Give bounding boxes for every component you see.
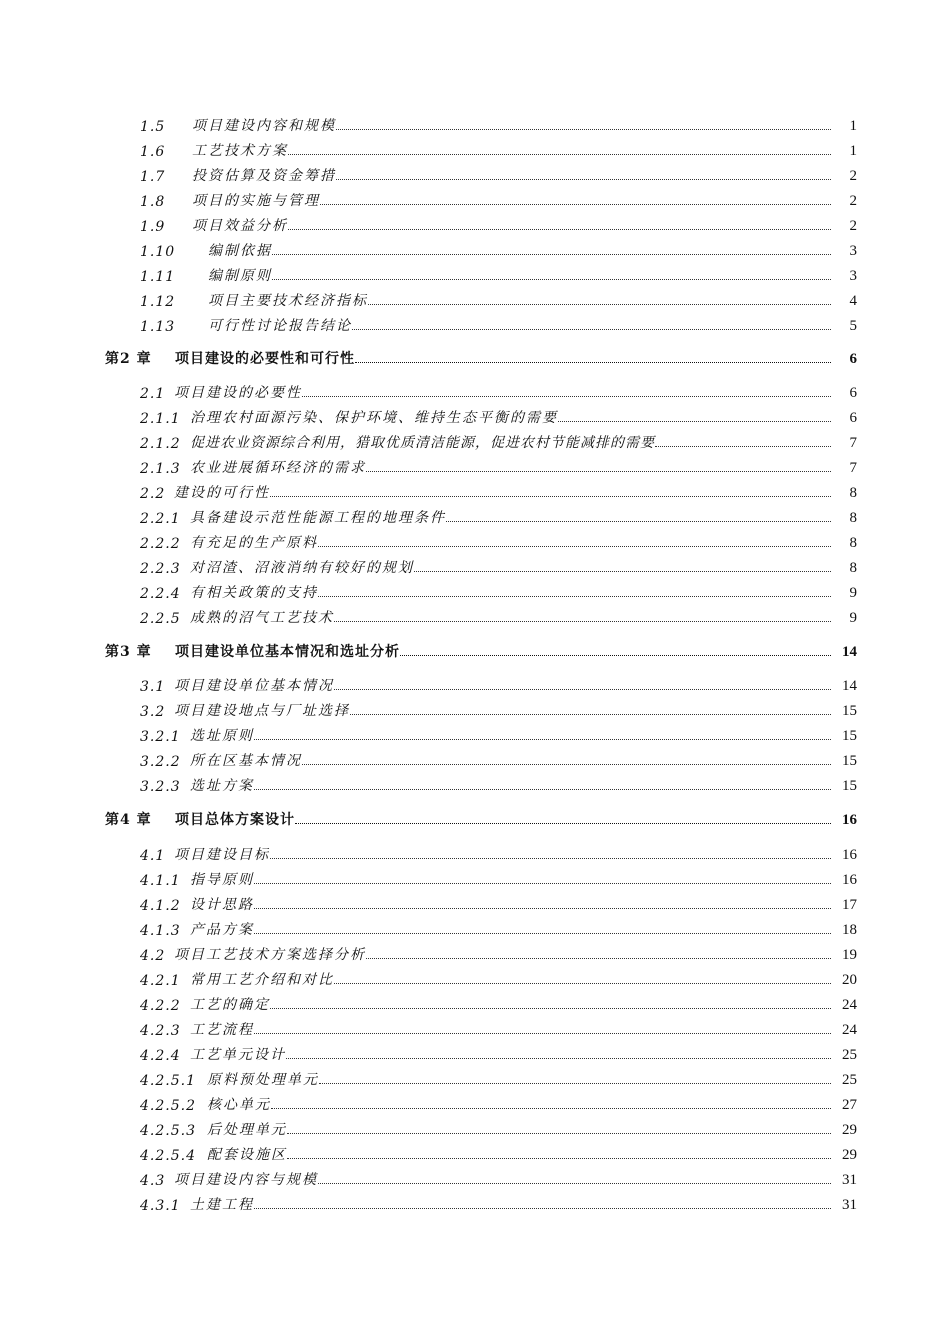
toc-entry-4-2-2[interactable] (140, 994, 857, 1014)
toc-number: 1.5 (140, 119, 166, 135)
toc-page-number: 3 (849, 243, 857, 259)
dot-leader (336, 128, 831, 130)
toc-page-number: 29 (842, 1147, 857, 1163)
toc-page-number: 24 (842, 1022, 857, 1038)
toc-page-number: 8 (849, 485, 857, 501)
toc-title: 核心单元 (207, 1097, 271, 1113)
toc-number: 1.6 (140, 144, 166, 160)
toc-number: 4.2.3 (140, 1023, 181, 1039)
dot-leader (295, 822, 831, 824)
toc-title: 促进农业资源综合利用，猎取优质清洁能源，促进农村节能减排的需要 (190, 435, 655, 451)
toc-entry-2-2-4[interactable] (140, 582, 857, 602)
toc-number: 4.2.1 (140, 973, 181, 989)
toc-number: 3.2 (140, 704, 166, 720)
toc-page-number: 14 (842, 678, 857, 694)
toc-page-number: 7 (849, 435, 857, 451)
dot-leader (288, 228, 831, 230)
toc-entry-4-2-4[interactable] (140, 1044, 857, 1064)
dot-leader (318, 545, 831, 547)
chapter-number: 第4 章 (105, 812, 152, 828)
toc-entry-4-1[interactable] (140, 844, 857, 864)
toc-page-number: 5 (849, 318, 857, 334)
toc-title: 项目建设内容与规模 (174, 1172, 318, 1188)
toc-title: 项目建设内容和规模 (192, 118, 336, 134)
dot-leader (334, 982, 831, 984)
toc-number: 2.2 (140, 486, 166, 502)
toc-page-number: 1 (849, 143, 857, 159)
toc-number: 4.1.3 (140, 923, 181, 939)
dot-leader (287, 1132, 831, 1134)
toc-entry-4-1-1[interactable] (140, 869, 857, 889)
toc-page-number: 6 (849, 385, 857, 401)
toc-entry-4-3[interactable] (140, 1169, 857, 1189)
toc-number: 2.1.1 (140, 411, 181, 427)
dot-leader (655, 445, 831, 447)
toc-chapter-3[interactable] (105, 641, 857, 661)
toc-number: 1.10 (140, 244, 176, 260)
dot-leader (334, 688, 831, 690)
toc-title: 设计思路 (190, 897, 254, 913)
toc-title: 常用工艺介绍和对比 (190, 972, 334, 988)
toc-page-number: 2 (849, 168, 857, 184)
toc-page-number: 24 (842, 997, 857, 1013)
toc-page-number: 19 (842, 947, 857, 963)
toc-title: 有充足的生产原料 (190, 535, 318, 551)
toc-page-number: 15 (842, 728, 857, 744)
toc-entry-3-2-2[interactable] (140, 750, 857, 770)
toc-number: 4.1.2 (140, 898, 181, 914)
toc-number: 2.1.2 (140, 436, 181, 452)
dot-leader (336, 178, 831, 180)
toc-page-number: 7 (849, 460, 857, 476)
toc-page-number: 31 (842, 1172, 857, 1188)
dot-leader (400, 654, 831, 656)
toc-title: 农业进展循环经济的需求 (190, 460, 366, 476)
toc-page-number: 15 (842, 703, 857, 719)
toc-number: 2.2.4 (140, 586, 181, 602)
toc-title: 编制原则 (208, 268, 272, 284)
toc-number: 1.9 (140, 219, 166, 235)
toc-number: 1.13 (140, 319, 176, 335)
dot-leader (286, 1057, 831, 1059)
toc-page-number: 9 (849, 585, 857, 601)
toc-number: 4.2.2 (140, 998, 181, 1014)
dot-leader (254, 738, 831, 740)
toc-entry-1-11[interactable] (140, 265, 857, 285)
toc-number: 2.2.3 (140, 561, 181, 577)
toc-title: 项目效益分析 (192, 218, 288, 234)
toc-entry-3-2[interactable] (140, 700, 857, 720)
toc-entry-1-6[interactable] (140, 140, 857, 160)
dot-leader (558, 420, 831, 422)
toc-entry-4-2-5-3[interactable] (140, 1119, 857, 1139)
dot-leader (302, 395, 831, 397)
toc-title: 项目建设的必要性 (174, 385, 302, 401)
toc-title: 所在区基本情况 (190, 753, 302, 769)
toc-entry-2-1-2[interactable] (140, 432, 857, 452)
toc-page-number: 15 (842, 753, 857, 769)
toc-entry-3-2-3[interactable] (140, 775, 857, 795)
toc-page-number: 2 (849, 218, 857, 234)
toc-chapter-4[interactable] (105, 809, 857, 829)
dot-leader (352, 328, 831, 330)
dot-leader (254, 932, 831, 934)
toc-page-number: 4 (849, 293, 857, 309)
toc-number: 4.2.5.4 (140, 1148, 196, 1164)
toc-number: 4.2 (140, 948, 166, 964)
chapter-number: 第3 章 (105, 644, 152, 660)
dot-leader (271, 1107, 831, 1109)
toc-number: 3.2.1 (140, 729, 181, 745)
toc-entry-1-8[interactable] (140, 190, 857, 210)
toc-page-number: 27 (842, 1097, 857, 1113)
toc-title: 工艺单元设计 (190, 1047, 286, 1063)
toc-title: 工艺技术方案 (192, 143, 288, 159)
dot-leader (288, 153, 831, 155)
toc-number: 1.7 (140, 169, 166, 185)
toc-page-number: 8 (849, 510, 857, 526)
toc-number: 1.8 (140, 194, 166, 210)
toc-entry-4-2-1[interactable] (140, 969, 857, 989)
toc-number: 2.1.3 (140, 461, 181, 477)
toc-title: 有相关政策的支持 (190, 585, 318, 601)
toc-page-number: 14 (842, 644, 857, 660)
toc-title: 工艺流程 (190, 1022, 254, 1038)
dot-leader (334, 620, 831, 622)
toc-number: 3.2.2 (140, 754, 181, 770)
toc-entry-4-1-2[interactable] (140, 894, 857, 914)
toc-page-number: 2 (849, 193, 857, 209)
toc-title: 项目主要技术经济指标 (208, 293, 368, 309)
toc-entry-4-2-3[interactable] (140, 1019, 857, 1039)
dot-leader (272, 278, 831, 280)
toc-title: 选址原则 (190, 728, 254, 744)
chapter-title: 项目建设的必要性和可行性 (175, 351, 355, 367)
toc-entry-4-2-5-2[interactable] (140, 1094, 857, 1114)
toc-number: 2.1 (140, 386, 166, 402)
toc-entry-1-13[interactable] (140, 315, 857, 335)
dot-leader (366, 957, 831, 959)
toc-number: 3.2.3 (140, 779, 181, 795)
toc-title: 成熟的沼气工艺技术 (190, 610, 334, 626)
toc-page-number: 16 (842, 872, 857, 888)
dot-leader (270, 495, 831, 497)
toc-page-number: 1 (849, 118, 857, 134)
chapter-number: 第2 章 (105, 351, 152, 367)
dot-leader (254, 882, 831, 884)
dot-leader (254, 1207, 831, 1209)
toc-page-number: 18 (842, 922, 857, 938)
toc-title: 产品方案 (190, 922, 254, 938)
toc-page-number: 8 (849, 535, 857, 551)
toc-entry-4-2[interactable] (140, 944, 857, 964)
toc-number: 2.2.1 (140, 511, 181, 527)
toc-entry-1-5[interactable] (140, 115, 857, 135)
toc-page-number: 31 (842, 1197, 857, 1213)
toc-entry-3-1[interactable] (140, 675, 857, 695)
dot-leader (355, 361, 831, 363)
toc-entry-2-1-3[interactable] (140, 457, 857, 477)
dot-leader (272, 253, 831, 255)
dot-leader (350, 713, 831, 715)
toc-number: 4.2.4 (140, 1048, 181, 1064)
toc-entry-4-3-1[interactable] (140, 1194, 857, 1214)
toc-entry-1-9[interactable] (140, 215, 857, 235)
dot-leader (254, 1032, 831, 1034)
toc-entry-1-7[interactable] (140, 165, 857, 185)
toc-entry-2-2-3[interactable] (140, 557, 857, 577)
dot-leader (446, 520, 831, 522)
toc-page-number: 6 (849, 410, 857, 426)
dot-leader (320, 203, 831, 205)
toc-title: 治理农村面源污染、保护环境、维持生态平衡的需要 (190, 410, 558, 426)
dot-leader (302, 763, 831, 765)
dot-leader (318, 595, 831, 597)
toc-entry-4-2-5-1[interactable] (140, 1069, 857, 1089)
toc-entry-4-2-5-4[interactable] (140, 1144, 857, 1164)
toc-number: 2.2.5 (140, 611, 181, 627)
dot-leader (270, 857, 831, 859)
toc-title: 原料预处理单元 (207, 1072, 319, 1088)
dot-leader (319, 1082, 831, 1084)
chapter-title: 项目总体方案设计 (175, 812, 295, 828)
toc-title: 对沼渣、沼液消纳有较好的规划 (190, 560, 414, 576)
toc-entry-2-2-2[interactable] (140, 532, 857, 552)
toc-page-number: 15 (842, 778, 857, 794)
toc-number: 4.1.1 (140, 873, 181, 889)
toc-title: 具备建设示范性能源工程的地理条件 (190, 510, 446, 526)
toc-number: 3.1 (140, 679, 166, 695)
toc-page-number: 16 (842, 812, 857, 828)
toc-page-number: 3 (849, 268, 857, 284)
toc-title: 工艺的确定 (190, 997, 270, 1013)
dot-leader (366, 470, 831, 472)
toc-number: 1.11 (140, 269, 176, 285)
toc-entry-4-1-3[interactable] (140, 919, 857, 939)
dot-leader (254, 907, 831, 909)
toc-number: 1.12 (140, 294, 176, 310)
toc-page-number: 20 (842, 972, 857, 988)
toc-title: 项目工艺技术方案选择分析 (174, 947, 366, 963)
toc-page-number: 16 (842, 847, 857, 863)
toc-number: 4.2.5.2 (140, 1098, 196, 1114)
toc-page-number: 25 (842, 1047, 857, 1063)
toc-number: 4.3.1 (140, 1198, 181, 1214)
toc-entry-1-10[interactable] (140, 240, 857, 260)
toc-title: 配套设施区 (207, 1147, 287, 1163)
toc-title: 后处理单元 (207, 1122, 287, 1138)
dot-leader (287, 1157, 831, 1159)
toc-title: 指导原则 (190, 872, 254, 888)
toc-title: 选址方案 (190, 778, 254, 794)
toc-entry-2-1[interactable] (140, 382, 857, 402)
toc-page-number: 17 (842, 897, 857, 913)
toc-entry-2-1-1[interactable] (140, 407, 857, 427)
toc-entry-2-2[interactable] (140, 482, 857, 502)
chapter-title: 项目建设单位基本情况和选址分析 (175, 644, 400, 660)
toc-title: 项目建设单位基本情况 (174, 678, 334, 694)
toc-page-number: 29 (842, 1122, 857, 1138)
toc-title: 项目建设目标 (174, 847, 270, 863)
toc-title: 编制依据 (208, 243, 272, 259)
toc-title: 可行性讨论报告结论 (208, 318, 352, 334)
toc-entry-2-2-5[interactable] (140, 607, 857, 627)
toc-number: 4.2.5.3 (140, 1123, 196, 1139)
toc-entry-1-12[interactable] (140, 290, 857, 310)
dot-leader (318, 1182, 831, 1184)
toc-entry-3-2-1[interactable] (140, 725, 857, 745)
toc-page-number: 8 (849, 560, 857, 576)
toc-chapter-2[interactable] (105, 348, 857, 368)
dot-leader (368, 303, 831, 305)
toc-number: 4.2.5.1 (140, 1073, 196, 1089)
toc-title: 项目的实施与管理 (192, 193, 320, 209)
toc-title: 土建工程 (190, 1197, 254, 1213)
toc-number: 4.3 (140, 1173, 166, 1189)
toc-entry-2-2-1[interactable] (140, 507, 857, 527)
toc-page-number: 9 (849, 610, 857, 626)
toc-number: 4.1 (140, 848, 166, 864)
dot-leader (254, 788, 831, 790)
toc-number: 2.2.2 (140, 536, 181, 552)
toc-title: 项目建设地点与厂址选择 (174, 703, 350, 719)
toc-title: 建设的可行性 (174, 485, 270, 501)
toc-page-number: 25 (842, 1072, 857, 1088)
dot-leader (414, 570, 831, 572)
dot-leader (270, 1007, 831, 1009)
toc-page-number: 6 (849, 351, 857, 367)
toc-title: 投资估算及资金筹措 (192, 168, 336, 184)
